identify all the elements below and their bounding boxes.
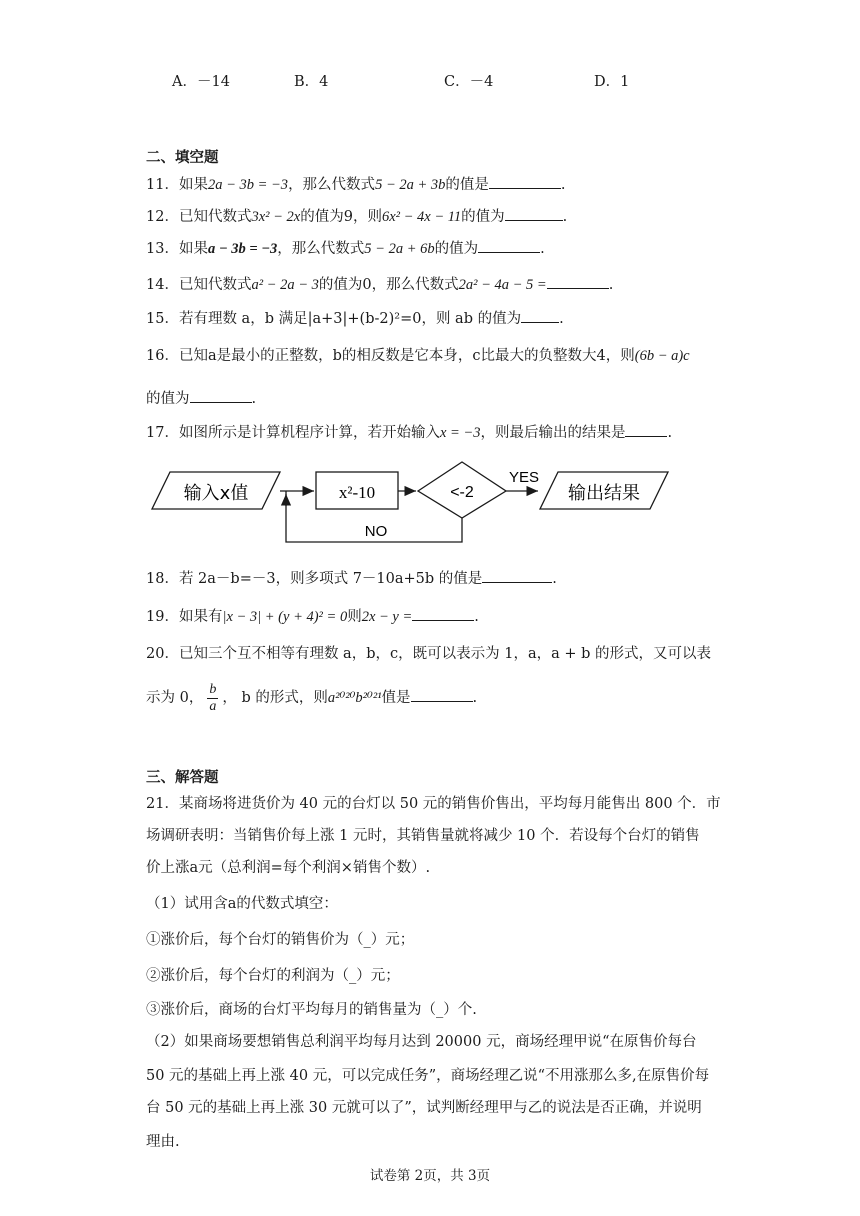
no-label: NO [364, 523, 388, 540]
question-21-part2-line2: 50 元的基础上再上涨 40 元，可以完成任务”，商场经理乙说“不用涨那么多,在原售价每 [146, 1068, 710, 1084]
question-16-line1: 16．已知a是最小的正整数，b的相反数是它本身，c比最大的负整数大4，则(6b − a)c [146, 348, 690, 364]
answer-blank [547, 274, 609, 289]
choice-a: A．－14 [172, 74, 230, 90]
answer-blank [412, 606, 474, 621]
choice-d: D．1 [594, 74, 630, 90]
question-21-part2-line4: 理由. [146, 1134, 180, 1150]
section-title-fill-blank: 二、填空题 [146, 149, 219, 166]
output-label: 输出结果 [568, 483, 640, 504]
fraction-b-over-a: $\frac{b}{a}$ [209, 681, 217, 714]
choice-b: B．4 [294, 74, 329, 90]
question-14: 14．已知代数式a² − 2a − 3的值为0，那么代数式2a² − 4a − 5 = . [146, 274, 613, 295]
question-18: 18．若 2a－b=－3，则多项式 7－10a+5b 的值是 . [146, 568, 557, 589]
input-label: 输入x值 [183, 483, 249, 504]
question-13: 13．如果a − 3b = −3，那么代数式5 − 2a + 6b的值为 . [146, 238, 545, 259]
program-flowchart [140, 456, 680, 556]
question-21-part1: （1）试用含a的代数式填空： [146, 896, 338, 912]
question-15: 15．若有理数 a，b 满足|a+3|+(b-2)²=0，则 ab 的值为 . [146, 308, 564, 329]
question-16-line2: 的值为 . [146, 388, 256, 409]
process-label: x²-10 [338, 483, 376, 502]
question-21-item3: ③涨价后，商场的台灯平均每月的销售量为（_）个. [146, 1002, 477, 1018]
answer-blank [521, 308, 559, 323]
question-20-line2: 示为 0， $\frac{b}{a}$ ， b 的形式，则a²⁰²⁰b²⁰²¹值是 . [146, 681, 478, 714]
choice-c: C．－4 [444, 74, 494, 90]
answer-blank [489, 174, 561, 189]
question-21-line2: 场调研表明：当销售价每上涨 1 元时，其销售量就将减少 10 个．若设每个台灯的销售 [146, 828, 700, 844]
question-20-line1: 20．已知三个互不相等有理数 a，b，c，既可以表示为 1，a，a + b 的形式，又可以表 [146, 646, 711, 662]
yes-label: YES [508, 469, 540, 486]
answer-blank [505, 206, 563, 221]
answer-blank [482, 568, 552, 583]
question-11: 11．如果2a − 3b = −3，那么代数式5 − 2a + 3b的值是 . [146, 174, 566, 195]
answer-blank [625, 422, 667, 437]
answer-blank [478, 238, 540, 253]
question-21-line1: 21．某商场将进货价为 40 元的台灯以 50 元的销售价售出，平均每月能售出 800 个．市 [146, 796, 721, 812]
condition-label: <-2 [450, 484, 474, 501]
answer-blank [190, 388, 252, 403]
question-21-part2-line3: 台 50 元的基础上再上涨 30 元就可以了”，试判断经理甲与乙的说法是否正确，并说明 [146, 1100, 702, 1116]
question-21-part2-line1: （2）如果商场要想销售总利润平均每月达到 20000 元，商场经理甲说“在原售价每台 [146, 1034, 697, 1050]
question-19: 19．如果有|x − 3| + (y + 4)² = 0则2x − y = . [146, 606, 479, 627]
question-21-item1: ①涨价后，每个台灯的销售价为（_）元； [146, 932, 415, 948]
page-footer: 试卷第 2页，共 3页 [369, 1168, 491, 1184]
section-title-solve: 三、解答题 [146, 769, 219, 786]
question-17: 17．如图所示是计算机程序计算，若开始输入x = −3，则最后输出的结果是 . [146, 422, 672, 443]
answer-blank [411, 687, 473, 702]
question-21-line3: 价上涨a元（总利润=每个利润×销售个数）. [146, 860, 431, 876]
question-12: 12．已知代数式3x² − 2x的值为9，则6x² − 4x − 11的值为 . [146, 206, 567, 227]
question-21-item2: ②涨价后，每个台灯的利润为（_）元； [146, 968, 400, 984]
